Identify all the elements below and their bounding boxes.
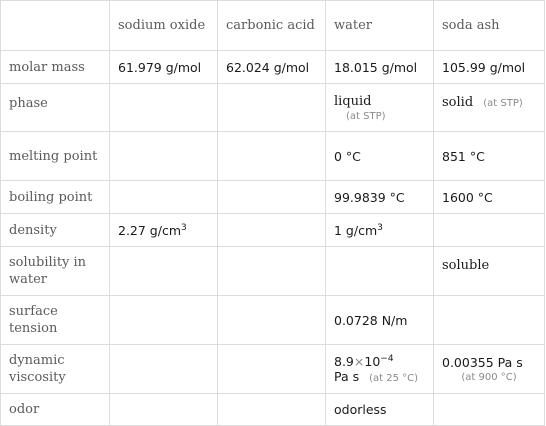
cell-water-surface-tension: 0.0728 N/m	[326, 296, 434, 345]
sodium-oxide-density-exponent: 3	[181, 222, 187, 233]
cell-sodium-oxide-odor	[110, 394, 218, 426]
soda-ash-phase-condition: (at STP)	[483, 98, 523, 109]
soda-ash-phase-value: solid	[442, 95, 474, 110]
row-molar-mass	[1, 51, 545, 84]
row-dynamic-viscosity	[1, 345, 545, 394]
cell-soda-ash-surface-tension	[434, 296, 545, 345]
cell-sodium-oxide-density	[110, 214, 218, 247]
col-header-water: water	[326, 1, 434, 51]
water-viscosity-base: 10	[364, 354, 381, 369]
cell-water-dynamic-viscosity	[326, 345, 434, 394]
row-label-melting-point: melting point	[1, 132, 110, 181]
header-row	[1, 1, 545, 51]
sodium-oxide-density-value: 2.27 g/cm	[118, 222, 182, 238]
cell-sodium-oxide-molar-mass: 61.979 g/mol	[110, 51, 218, 84]
cell-carbonic-acid-boiling-point	[218, 181, 326, 214]
cell-carbonic-acid-dynamic-viscosity	[218, 345, 326, 394]
cell-carbonic-acid-phase	[218, 84, 326, 132]
cell-soda-ash-dynamic-viscosity	[434, 345, 545, 394]
cell-soda-ash-boiling-point: 1600 °C	[434, 181, 545, 214]
water-viscosity-unit: Pa s	[334, 369, 360, 384]
cell-carbonic-acid-melting-point	[218, 132, 326, 181]
water-phase-condition: (at STP)	[346, 110, 386, 122]
cell-sodium-oxide-phase	[110, 84, 218, 132]
cell-soda-ash-density	[434, 214, 545, 247]
cell-carbonic-acid-solubility	[218, 247, 326, 296]
cell-water-density	[326, 214, 434, 247]
cell-carbonic-acid-odor	[218, 394, 326, 426]
row-label-molar-mass: molar mass	[1, 51, 110, 84]
cell-sodium-oxide-dynamic-viscosity	[110, 345, 218, 394]
cell-water-boiling-point: 99.9839 °C	[326, 181, 434, 214]
cell-soda-ash-melting-point: 851 °C	[434, 132, 545, 181]
cell-water-melting-point: 0 °C	[326, 132, 434, 181]
row-label-boiling-point: boiling point	[1, 181, 110, 214]
cell-sodium-oxide-melting-point	[110, 132, 218, 181]
cell-carbonic-acid-density	[218, 214, 326, 247]
row-surface-tension	[1, 296, 545, 345]
col-header-sodium-oxide: sodium oxide	[110, 1, 218, 51]
col-header-carbonic-acid: carbonic acid	[218, 1, 326, 51]
cell-soda-ash-solubility: soluble	[434, 247, 545, 296]
cell-water-solubility	[326, 247, 434, 296]
row-melting-point	[1, 132, 545, 181]
cell-soda-ash-odor	[434, 394, 545, 426]
row-label-surface-tension: surface tension	[1, 296, 110, 345]
col-header-soda-ash: soda ash	[434, 1, 545, 51]
cell-carbonic-acid-surface-tension	[218, 296, 326, 345]
cell-water-molar-mass: 18.015 g/mol	[326, 51, 434, 84]
soda-ash-viscosity-condition: (at 900 °C)	[461, 372, 517, 383]
corner-cell	[1, 1, 110, 51]
soda-ash-viscosity-value: 0.00355 Pa s	[442, 355, 523, 370]
water-viscosity-condition: (at 25 °C)	[369, 373, 419, 384]
row-odor	[1, 394, 545, 426]
row-solubility	[1, 247, 545, 296]
row-label-density: density	[1, 214, 110, 247]
water-viscosity-exponent: −4	[380, 354, 394, 364]
row-label-phase: phase	[1, 84, 110, 132]
row-phase	[1, 84, 545, 132]
cell-sodium-oxide-boiling-point	[110, 181, 218, 214]
water-phase-value: liquid	[334, 93, 372, 109]
row-label-dynamic-viscosity: dynamic viscosity	[1, 345, 110, 394]
cell-soda-ash-phase	[434, 84, 545, 132]
row-label-odor: odor	[1, 394, 110, 426]
row-density	[1, 214, 545, 247]
water-density-value: 1 g/cm	[334, 222, 378, 238]
water-density-exponent: 3	[377, 222, 383, 233]
cell-sodium-oxide-surface-tension	[110, 296, 218, 345]
times-symbol: ×	[353, 354, 365, 369]
cell-sodium-oxide-solubility	[110, 247, 218, 296]
cell-soda-ash-molar-mass: 105.99 g/mol	[434, 51, 545, 84]
cell-water-odor: odorless	[326, 394, 434, 426]
row-boiling-point	[1, 181, 545, 214]
water-viscosity-mantissa: 8.9	[334, 354, 354, 369]
cell-carbonic-acid-molar-mass: 62.024 g/mol	[218, 51, 326, 84]
row-label-solubility: solubility in water	[1, 247, 110, 296]
cell-water-phase	[326, 84, 434, 132]
